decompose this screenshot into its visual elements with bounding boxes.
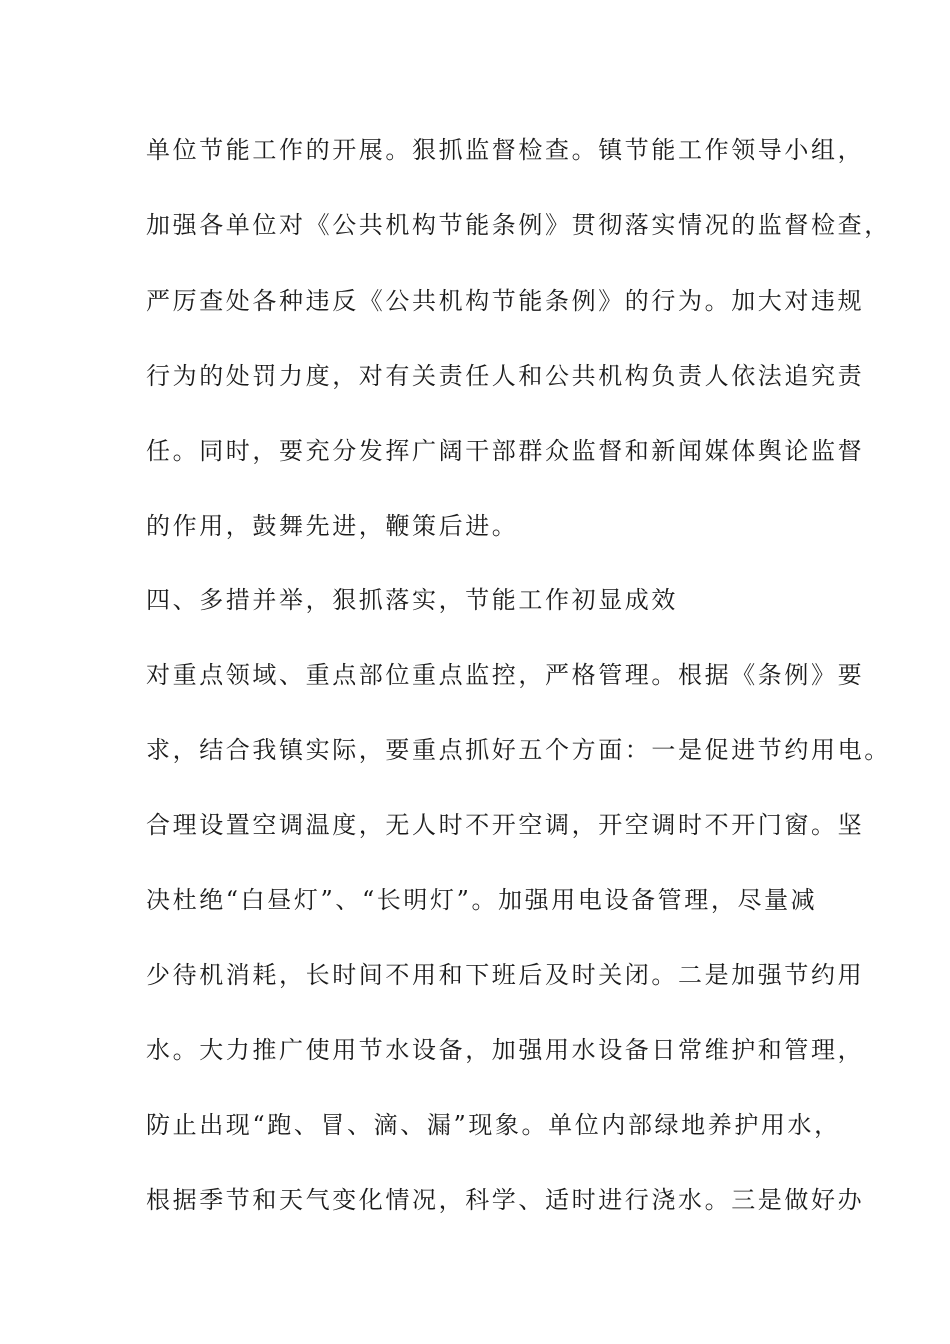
text-line: 单位节能工作的开展。狠抓监督检查。镇节能工作领导小组， xyxy=(146,136,865,164)
text-line: 防止出现“跑、冒、滴、漏”现象。单位内部绿地养护用水， xyxy=(146,1111,841,1139)
text-line: 根据季节和天气变化情况，科学、适时进行浇水。三是做好办 xyxy=(146,1186,865,1214)
text-line: 合理设置空调温度，无人时不开空调，开空调时不开门窗。坚 xyxy=(146,811,865,839)
text-line: 对重点领域、重点部位重点监控，严格管理。根据《条例》要 xyxy=(146,661,865,689)
text-line: 行为的处罚力度，对有关责任人和公共机构负责人依法追究责 xyxy=(146,362,865,390)
text-line: 严厉查处各种违反《公共机构节能条例》的行为。加大对违规 xyxy=(146,287,865,315)
text-line: 决杜绝“白昼灯”、“长明灯”。加强用电设备管理，尽量减 xyxy=(146,886,818,914)
text-line: 的作用，鼓舞先进，鞭策后进。 xyxy=(146,512,519,540)
text-line: 加强各单位对《公共机构节能条例》贯彻落实情况的监督检查， xyxy=(146,211,891,239)
text-line: 少待机消耗，长时间不用和下班后及时关闭。二是加强节约用 xyxy=(146,961,865,989)
text-line: 求，结合我镇实际，要重点抓好五个方面：一是促进节约用电。 xyxy=(146,736,891,764)
section-heading: 四、多措并举，狠抓落实，节能工作初显成效 xyxy=(146,586,678,614)
text-line: 水。大力推广使用节水设备，加强用水设备日常维护和管理， xyxy=(146,1036,865,1064)
text-line: 任。同时，要充分发挥广阔干部群众监督和新闻媒体舆论监督 xyxy=(146,437,865,465)
